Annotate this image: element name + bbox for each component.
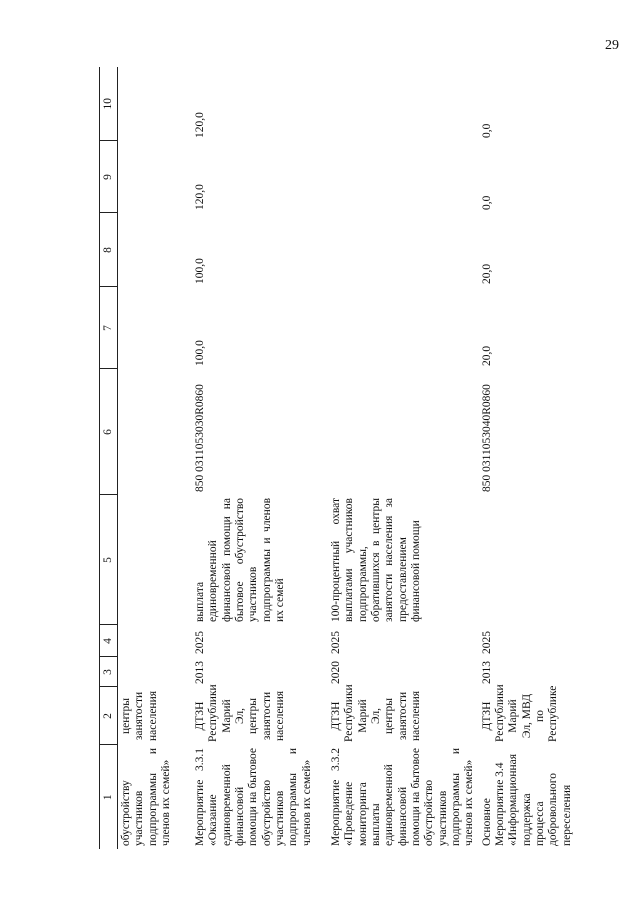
value-cell: 20,0 (480, 345, 493, 366)
value-cell: 0,0 (480, 195, 493, 210)
activity-name-cell: Основное Мероприятие 3.4 «Информационная поддержка процесса добровольного переселения (480, 753, 573, 846)
end-year-cell: 2025 (194, 631, 206, 654)
rotated-table-container (99, 67, 573, 849)
value-cell: 20,0 (480, 263, 493, 284)
column-header: 1 (100, 745, 118, 849)
value-cell (328, 141, 479, 213)
table-row (479, 67, 587, 849)
end-year-cell: 2025 (330, 631, 342, 654)
value-cell: 120,0 (194, 112, 206, 138)
value-cell: 120,0 (194, 184, 206, 210)
column-header: 3 (100, 657, 118, 687)
value-cell (118, 287, 193, 369)
value-cell: 0,0 (480, 123, 493, 138)
start-year-cell: 2020 (330, 661, 342, 684)
budget-code-cell: 850 0311053040R0860 (480, 384, 493, 492)
column-header: 6 (100, 369, 118, 495)
result-cell (479, 495, 587, 625)
column-header: 8 (100, 213, 118, 287)
budget-code-cell: 850 0311053030R0860 (194, 384, 206, 492)
value-cell (328, 287, 479, 369)
activity-name-cell: обустройству участников подпрограммы и членов их семей» (120, 748, 172, 846)
table-row (192, 67, 328, 849)
value-cell (118, 213, 193, 287)
value-cell: 100,0 (194, 258, 206, 284)
start-year-cell: 2013 (480, 661, 493, 684)
program-activities-table (99, 67, 587, 849)
column-header: 10 (100, 67, 118, 141)
column-header: 2 (100, 687, 118, 745)
executor-cell: центры занятости населения (120, 690, 159, 742)
column-header: 4 (100, 625, 118, 657)
result-cell: выплата единовременной финансовой помощи на бытовое обустройство участников подпрограммы и членов их семей (194, 498, 286, 622)
start-year-cell: 2013 (194, 661, 206, 684)
result-cell: 100-процентный охват выплатами участников подпрограммы, обратившихся в центры занятости населения за предоставлением финансовой помощи (330, 498, 422, 622)
executor-cell: ДТЗН Республики Марий Эл, центры занятости населения (194, 684, 286, 742)
activity-name-cell: Мероприятие 3.3.2 «Проведение мониторинга выплаты единовременной финансовой помощи на бытовое обустройство участников подпрограммы и членов их семей» (330, 748, 476, 846)
budget-code-cell (328, 369, 479, 495)
table-row (328, 67, 479, 849)
end-year-cell (118, 625, 193, 657)
value-cell: 100,0 (194, 340, 206, 366)
value-cell (328, 67, 479, 141)
column-header: 5 (100, 495, 118, 625)
result-cell (118, 495, 193, 625)
column-header: 7 (100, 287, 118, 369)
end-year-cell: 2025 (480, 631, 493, 654)
value-cell (118, 67, 193, 141)
page-number: 29 (605, 38, 619, 53)
budget-code-cell (118, 369, 193, 495)
table-row (118, 67, 193, 849)
column-number-header (100, 67, 118, 849)
executor-cell: ДТЗН Республики Марий Эл, МВД по Республике (480, 684, 560, 742)
column-header: 9 (100, 141, 118, 213)
activity-name-cell: Мероприятие 3.3.1 «Оказание единовременной финансовой помощи на бытовое обустройство участников подпрограммы и членов их семей» (194, 748, 313, 846)
value-cell (118, 141, 193, 213)
value-cell (328, 213, 479, 287)
executor-cell: ДТЗН Республики Марий Эл, центры занятости населения (330, 684, 422, 742)
start-year-cell (118, 657, 193, 687)
